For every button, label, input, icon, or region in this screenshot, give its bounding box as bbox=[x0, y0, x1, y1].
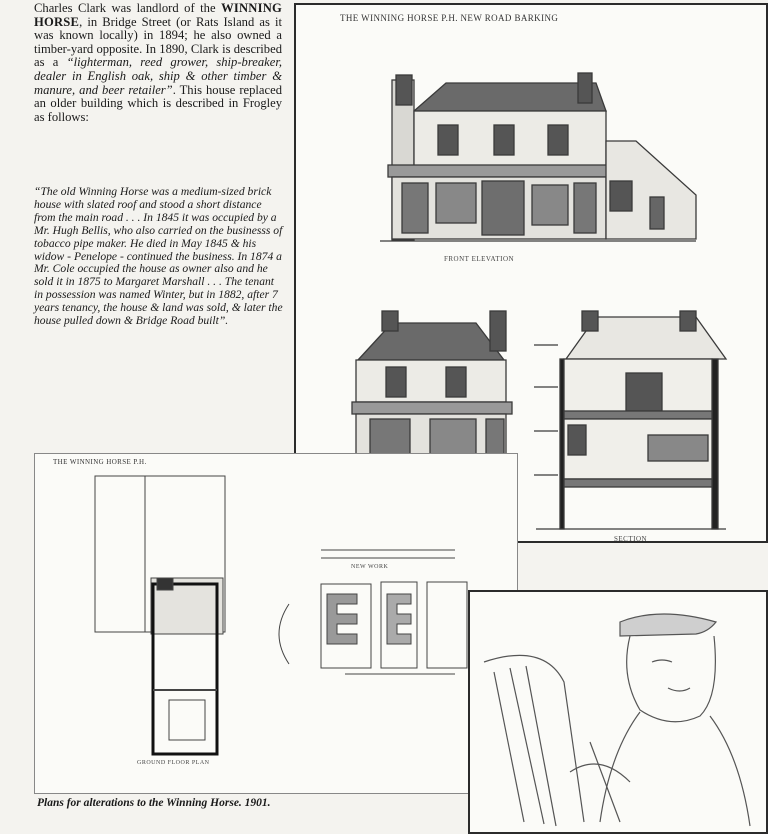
pencil-sketch-image bbox=[470, 592, 766, 832]
intro-part-1: Charles Clark was landlord of the bbox=[34, 1, 216, 15]
section-label: SECTION bbox=[614, 535, 648, 543]
pencil-sketch bbox=[468, 590, 768, 834]
elevation-title: THE WINNING HORSE P.H. NEW ROAD BARKING bbox=[340, 13, 559, 23]
intro-part-2: , in Bridge Street (or Rats Island as it was known locally) in 1894; he also owned a timber-yard opposite. In 1890, Clark is described as a bbox=[34, 14, 282, 70]
front-elevation-label: FRONT ELEVATION bbox=[444, 255, 515, 263]
floor-plan-drawing bbox=[34, 453, 518, 794]
occupation-quote: “lighterman, reed grower, ship-breaker, dealer in English oak, ship & other timber & manure, and beer retailer” bbox=[34, 55, 282, 97]
intro-part-3: . This house replaced an older building which is described in Frogley as follows: bbox=[34, 82, 282, 124]
new-work-label: NEW WORK bbox=[351, 564, 389, 570]
floor-plan-sketch bbox=[35, 454, 517, 793]
pub-name: WINNING HORSE bbox=[34, 1, 282, 29]
floor-plan-title: THE WINNING HORSE P.H. bbox=[53, 458, 147, 466]
frogley-quote: “The old Winning Horse was a medium-sized brick house with slated roof and stood a short distance from the main road . . . In 1845 it was occupied by a Mr. Hugh Bellis, who also carried on the businesss of tobacco pipe maker. He died in May 1845 & his widow - Penelope - continued the business. In 1874 a Mr. Cole occupied the house as owner also and he sold it in 1875 to Margaret Marshall . . . The tenant in possession was named Winter, but in 1882, after 7 years tenancy, the house & land was sold, & later the house pulled down & Bridge Road built”. bbox=[34, 185, 283, 328]
intro-text bbox=[34, 2, 282, 124]
figure-caption: Plans for alterations to the Winning Horse. 1901. bbox=[37, 797, 271, 809]
ground-floor-plan-label: GROUND FLOOR PLAN bbox=[137, 760, 210, 766]
